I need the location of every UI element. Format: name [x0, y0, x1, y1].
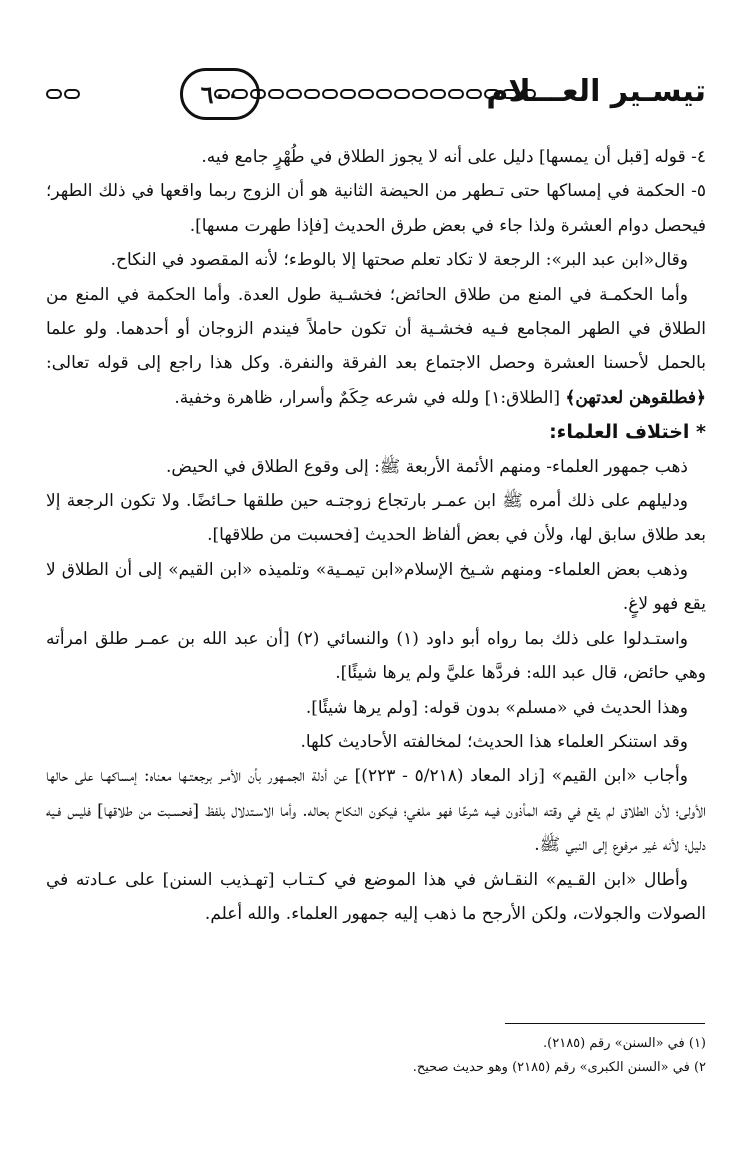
footnote-1: (١) في «السنن» رقم (٢١٨٥).: [543, 1036, 706, 1051]
paragraph-point-5: ٥- الحكمة في إمساكها حتى تـطهر من الحيضة الثانية هو أن الزوج ربما واقعها في ذلك الطهر؛ فيحصل دوام العشرة ولذا جاء في بعض طرق الحديث [فإذا طهرت مسها].: [46, 181, 706, 236]
paragraph-conclusion: وأطال «ابن القـيم» النقـاش في هذا الموضع في كـتـاب [تهـذيب السنن] على عـادته في الصولات والجولات، ولكن الأرجح ما ذهب إليه جمهور العلماء. والله أعلم.: [46, 869, 706, 924]
paragraph-majority: ذهب جمهور العلماء- ومنهم الأئمة الأربعة ﷺ: إلى وقوع الطلاق في الحيض.: [166, 456, 688, 477]
page-number: ٦٠٠: [180, 68, 260, 120]
paragraph-evidence: ودليلهم على ذلك أمره ﷺ ابن عمـر بارتجاع زوجتـه حين طلقها حـائضًا. ولا تكون الرجعة إلا بعد طلاق سابق لها، ولأن في بعض ألفاظ الحديث [فحسبت من طلاقها].: [46, 491, 706, 546]
footnotes: [46, 1032, 706, 1080]
paragraph-wisdom: [46, 278, 706, 416]
paragraph-abu-dawud: واستـدلوا على ذلك بما رواه أبو داود (١) والنسائي (٢) [أن عبد الله بن عمـر طلق امرأته وهي حائض، قال عبد الله: فردَّها عليَّ ولم يرها شيئًا].: [46, 628, 706, 684]
section-heading: * اختلاف العلماء:: [549, 421, 706, 444]
book-title: تيسـير العـــلام: [486, 74, 706, 109]
page-body: [46, 140, 706, 931]
paragraph-ibn-abd-albarr: وقال«ابن عبد البر»: الرجعة لا تكاد تعلم صحتها إلا بالوطء؛ لأنه المقصود في النكاح.: [110, 250, 688, 271]
paragraph-objection: وقد استنكر العلماء هذا الحديث؛ لمخالفته الأحاديث كلها.: [300, 731, 688, 752]
paragraph-point-4: ٤- قوله [قبل أن يمسها] دليل على أنه لا يجوز الطلاق في طُهْرٍ جامع فيه.: [201, 147, 706, 167]
paragraph-ibn-alqayyim-reply: وأجاب «ابن القيم» [زاد المعاد (٥/٢١٨ - ٢٢٣)] عن أدلة الجمـهور بأن الأمـر برجعتـها معناه: إمساكهـا على حالها الأولى؛ لأن الطلاق لم يقع في وقته المأذون فيـه شرعًا فهو ملغي؛ فيكون النكاح بحاله. وأما الاسـتدلال بلفظ [فحسـبت من طلاقها] فليس فـيه دليل؛ لأنه غير مرفوع إلى النبي ﷺ.: [46, 766, 706, 856]
paragraph-muslim: وهذا الحديث في «مسلم» بدون قوله: [ولم يرها شيئًا].: [305, 697, 688, 718]
ornament-chain-left: [46, 86, 80, 102]
verse-reference: [الطلاق:١]: [484, 387, 560, 408]
footnote-2: ٢) في «السنن الكبرى» رقم (٢١٨٥) وهو حديث صحيح.: [412, 1060, 706, 1075]
wisdom-end: ولله في شرعه حِكَمٌ وأسرار، ظاهرة وخفية.: [174, 387, 480, 408]
paragraph-ibn-taymiyyah: وذهب بعض العلماء- ومنهم شـيخ الإسلام«ابن تيمـية» وتلميذه «ابن القيم» إلى أن الطلاق لا يقع فهو لاغٍ.: [46, 559, 706, 615]
footnote-divider: [505, 1023, 705, 1024]
wisdom-text: وأما الحكمـة في المنع من طلاق الحائض؛ فخشـية طول العدة. وأما الحكمة في المنع من الطلاق في الطهر المجامع فـيه فخشـية أن تكون حاملاً فيندم الزوجان أو أحدهما. ولو علما بالحمل لأحسنا العشرة وحصل الاجتماع بعد الفرقة والنفرة. وكل هذا راجع إلى قوله تعالى:: [46, 284, 706, 374]
page-header: [44, 68, 706, 128]
quran-verse: ﴿فطلقوهن لعدتهن﴾: [565, 387, 706, 408]
